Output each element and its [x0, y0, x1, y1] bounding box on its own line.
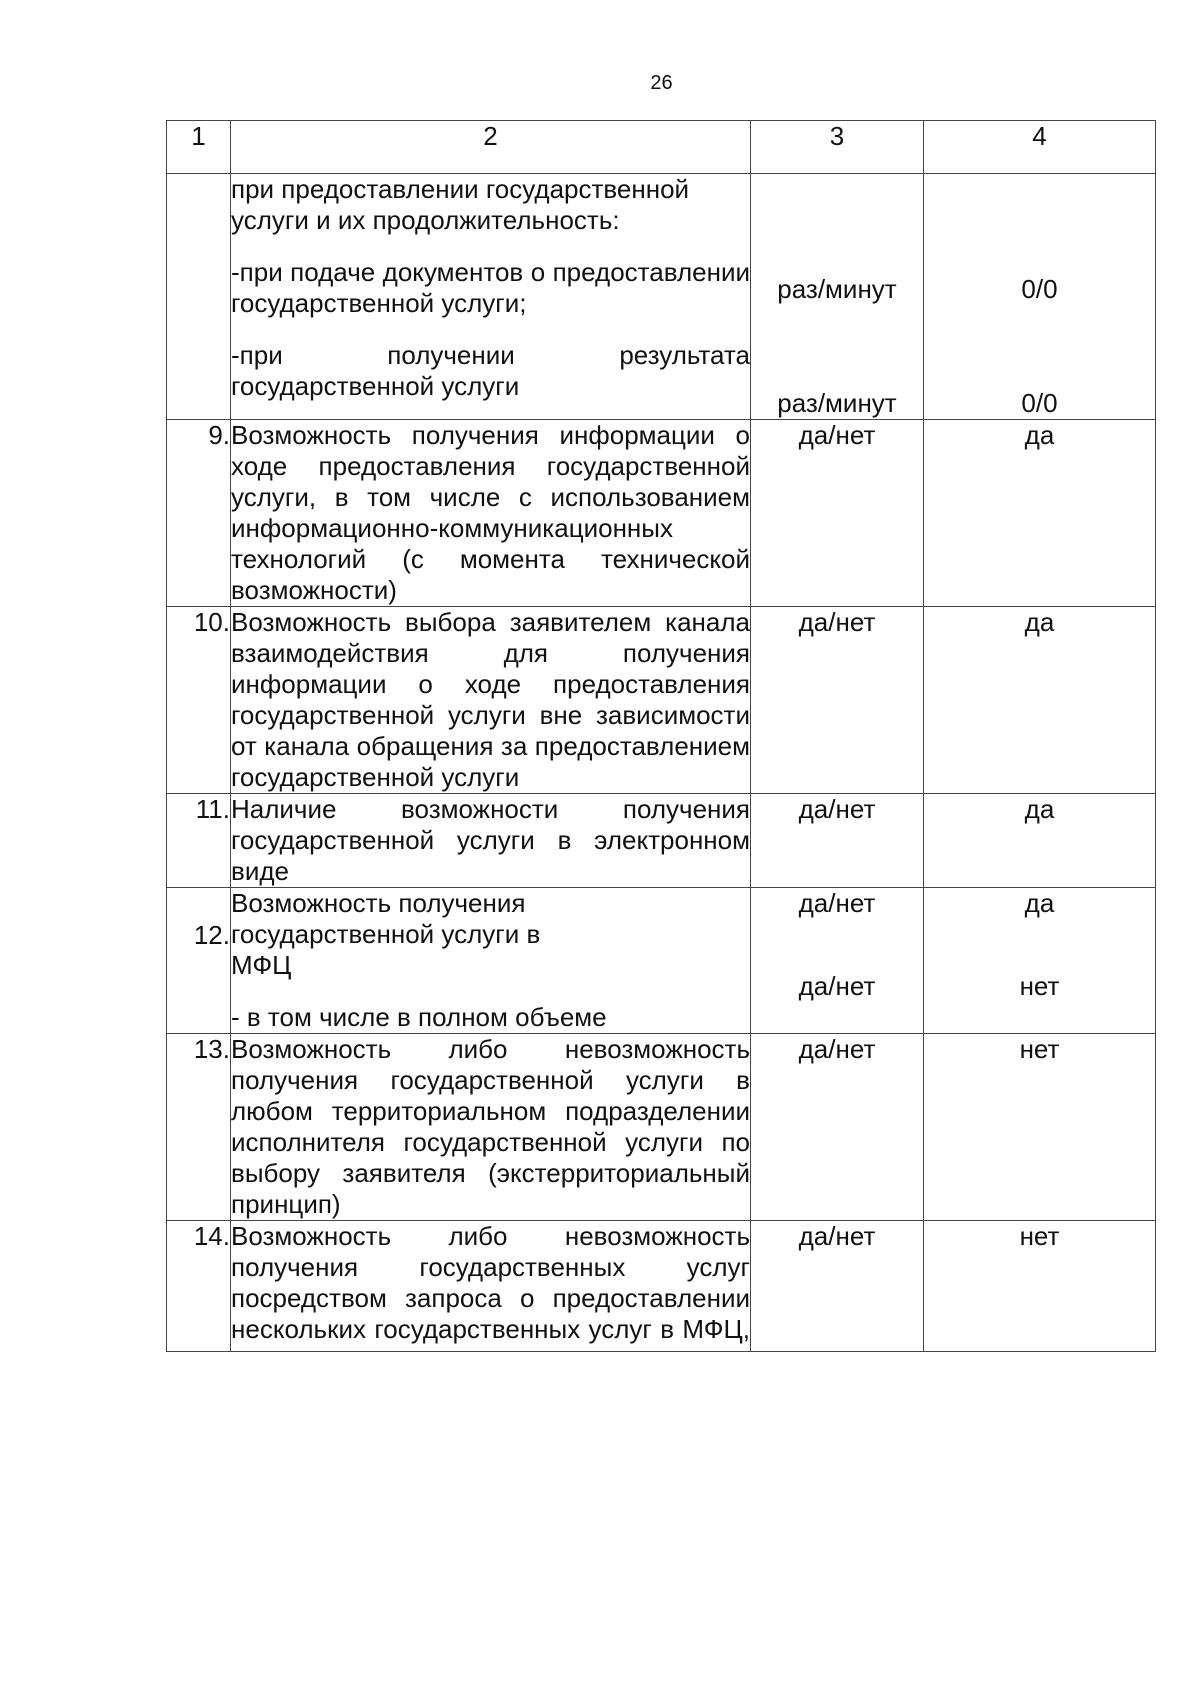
- row-description: Возможность получения информации о ходе предоставления государственной услуги, в том числе с использованием информационно-коммуникационных технологий (с момента технической возможности): [231, 420, 750, 605]
- cont-intro-text: при предоставлении государственной услуги и их продолжительность:: [231, 174, 690, 235]
- row-description: Возможность либо невозможность получения государственных услуг посредством запроса о предоставлении нескольких государственных услуг в МФЦ,: [231, 1221, 751, 1352]
- row-unit: да/нет: [751, 420, 924, 607]
- row-value: да: [924, 794, 1156, 888]
- row-description: Возможность либо невозможность получения государственной услуги в любом территориальном подразделении исполнителя государственной услуги по выбору заявителя (экстерриториальный принцип): [231, 1034, 750, 1219]
- table-row: [167, 1221, 1156, 1352]
- row-number: 12.: [167, 888, 231, 1034]
- row-value: нет: [924, 1034, 1156, 1221]
- cont-item-submit-text: -при подаче документов о предоставлении государственной услуги;: [231, 257, 750, 318]
- row-unit: [751, 174, 924, 420]
- cont-unit-1: раз/минут: [777, 274, 897, 304]
- cont-value-2: 0/0: [1021, 388, 1058, 418]
- row-number: 10.: [167, 607, 231, 794]
- row-description: [231, 174, 751, 420]
- table-row: [167, 607, 1156, 794]
- table-header-row: [167, 121, 1156, 174]
- row-unit: да/нет: [751, 1221, 924, 1352]
- cont-item-result-text: -при получении результата государственной услуги: [231, 340, 750, 401]
- row-unit: да/нет: [751, 607, 924, 794]
- table-row: [167, 888, 1156, 1034]
- row-12-value-2: нет: [1019, 971, 1060, 1001]
- row-unit: да/нет: [751, 794, 924, 888]
- row-number: [167, 174, 231, 420]
- header-col-2: 2: [231, 121, 751, 174]
- row-unit: [751, 888, 924, 1034]
- row-value: нет: [924, 1221, 1156, 1352]
- row-value: [924, 888, 1156, 1034]
- table-row: [167, 420, 1156, 607]
- header-col-4: 4: [924, 121, 1156, 174]
- cont-value-1: 0/0: [1021, 274, 1058, 304]
- page-number: 26: [650, 72, 673, 94]
- row-12-value-1: да: [1024, 888, 1055, 918]
- header-col-1: 1: [167, 121, 231, 174]
- table-row: [167, 174, 1156, 420]
- row-description: [231, 888, 751, 1034]
- row-12-sub-text: - в том числе в полном объеме: [231, 1002, 607, 1032]
- row-number: 9.: [167, 420, 231, 607]
- row-description: Наличие возможности получения государственной услуги в электронном виде: [231, 794, 750, 886]
- indicators-table: [166, 120, 1156, 1352]
- row-unit: да/нет: [751, 1034, 924, 1221]
- table-row: [167, 794, 1156, 888]
- row-value: да: [924, 420, 1156, 607]
- row-value: да: [924, 607, 1156, 794]
- header-col-3: 3: [751, 121, 924, 174]
- row-description: Возможность выбора заявителем канала взаимодействия для получения информации о ходе предоставления государственной услуги вне зависимости от канала обращения за предоставлением государственной услуги: [231, 607, 750, 792]
- row-number: 14.: [167, 1221, 231, 1352]
- cont-unit-2: раз/минут: [777, 388, 897, 418]
- table-row: [167, 1034, 1156, 1221]
- row-value: [924, 174, 1156, 420]
- row-number: 13.: [167, 1034, 231, 1221]
- row-12-main-text: Возможность получения государственной услуги в МФЦ: [231, 888, 541, 980]
- row-12-unit-1: да/нет: [798, 888, 876, 918]
- row-12-unit-2: да/нет: [798, 971, 876, 1001]
- row-number: 11.: [167, 794, 231, 888]
